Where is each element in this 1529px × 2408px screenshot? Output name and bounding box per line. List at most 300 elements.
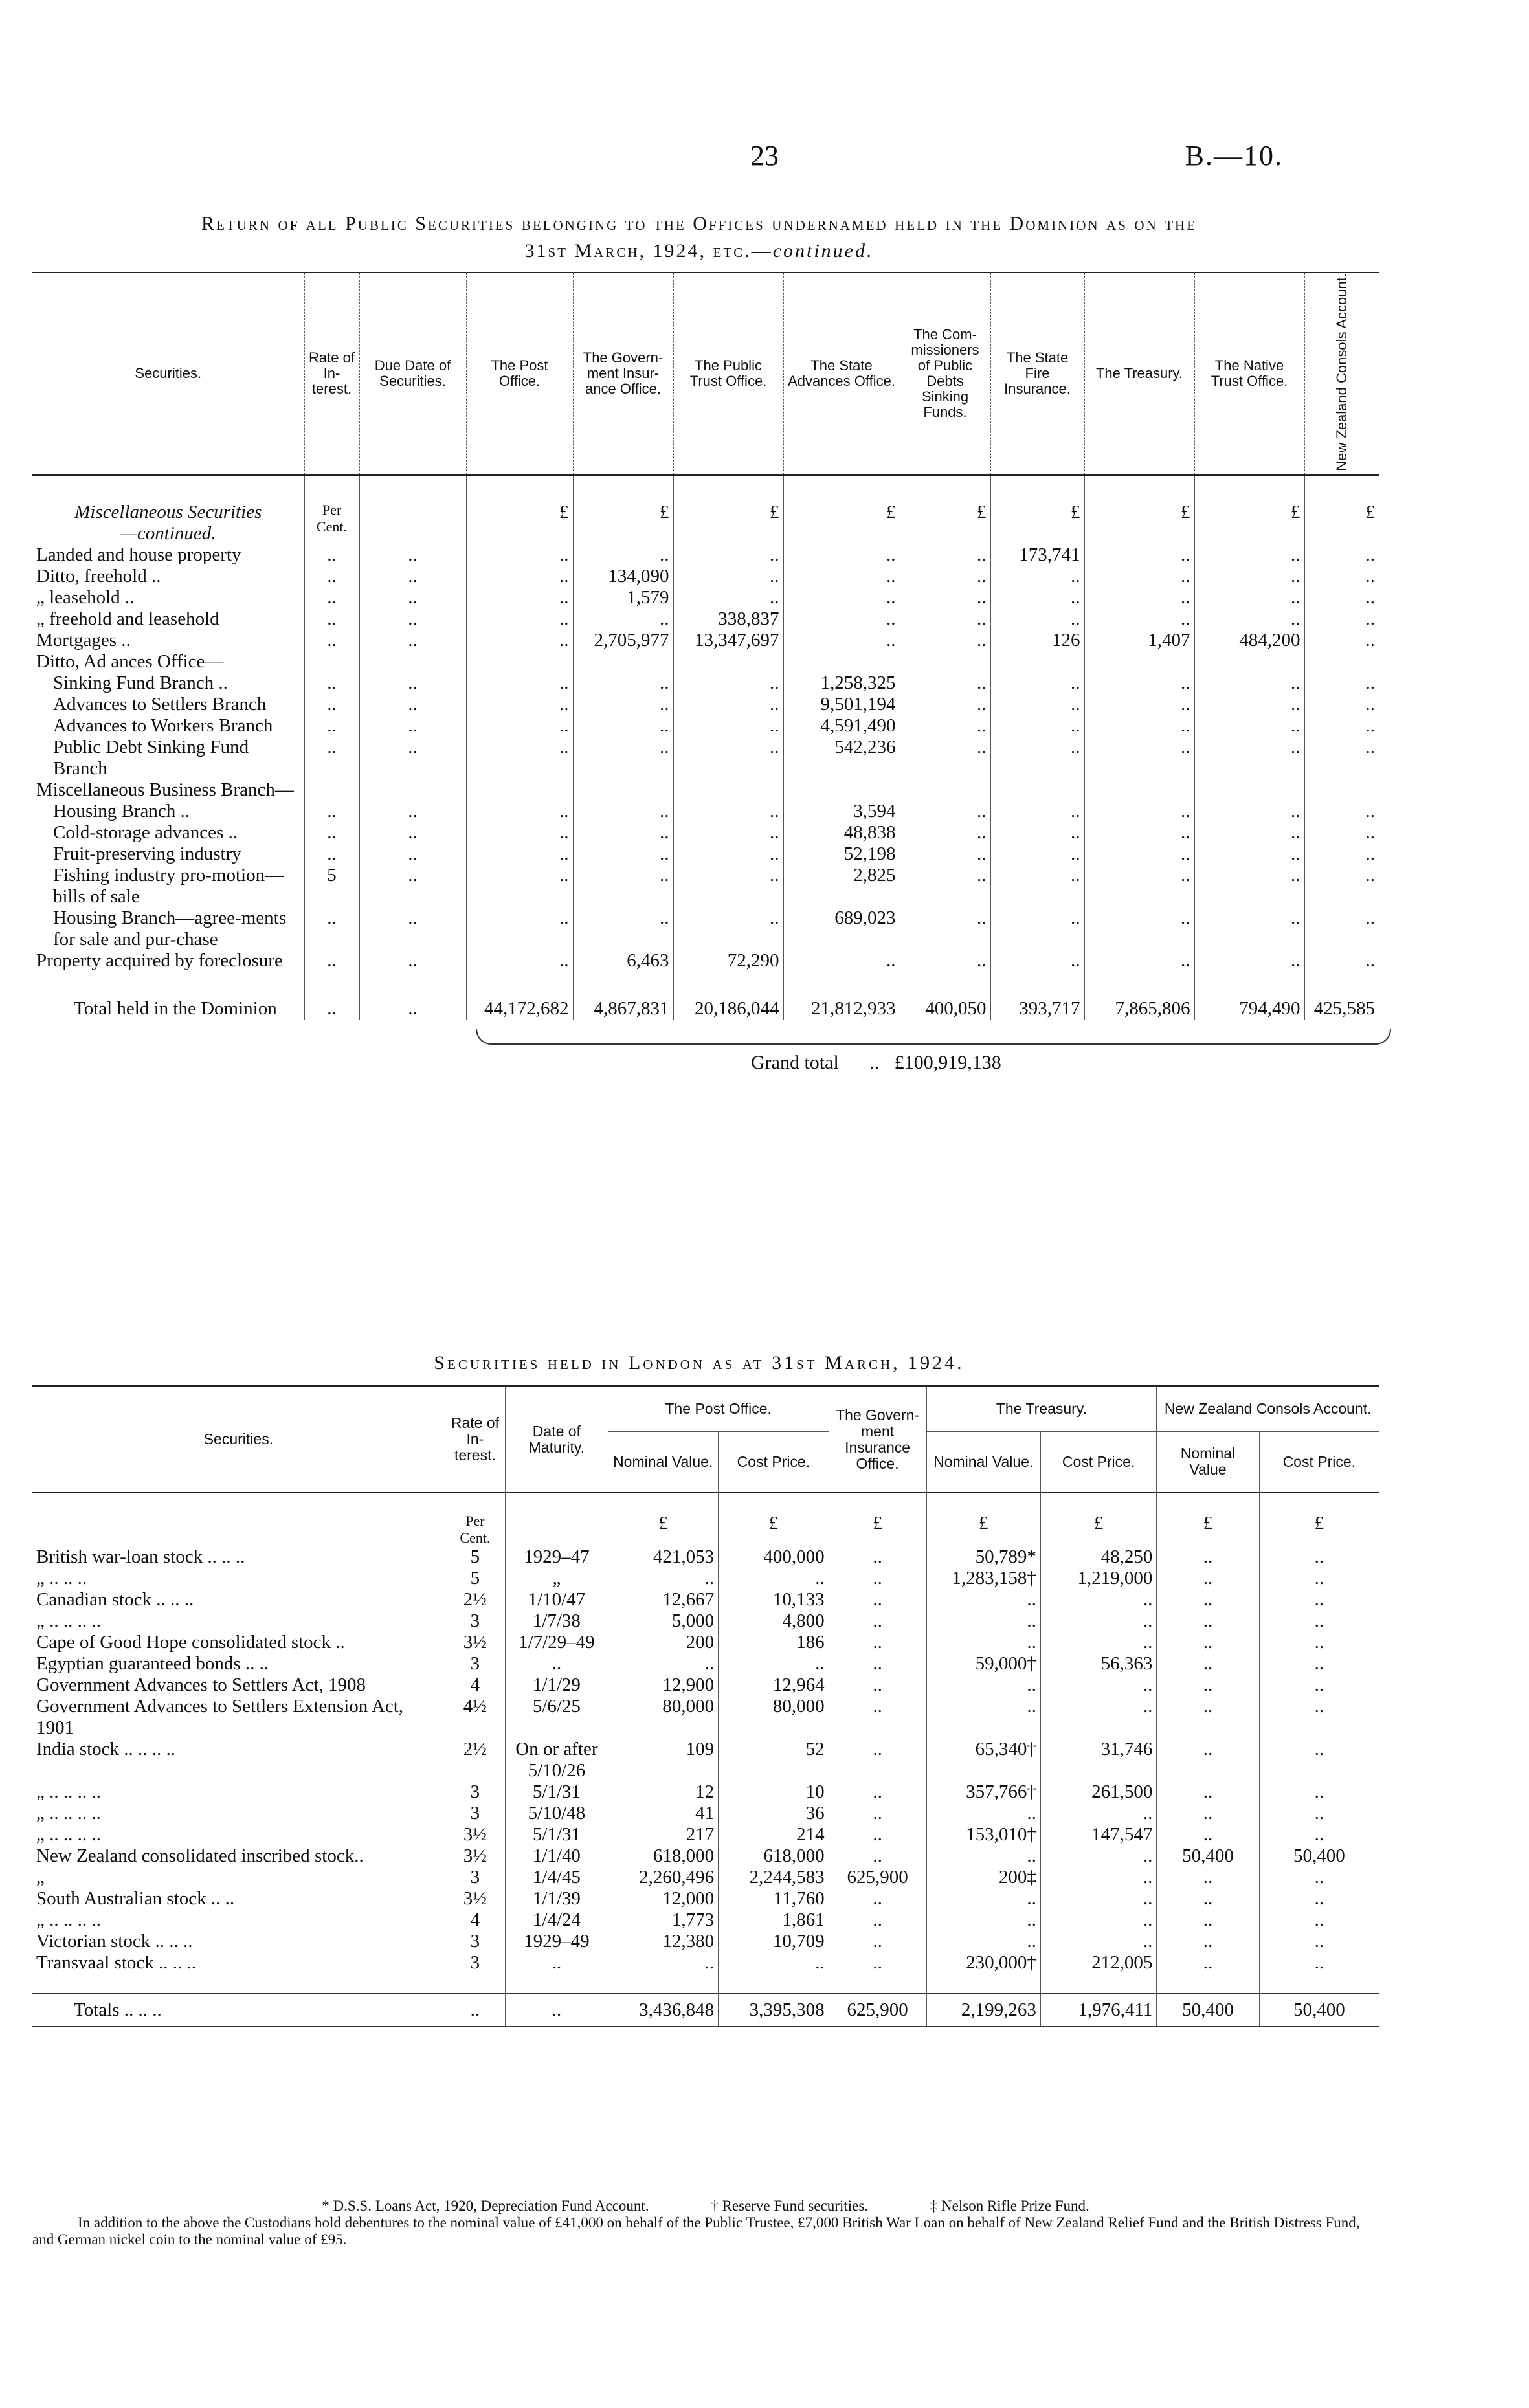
cell-rate: 3	[445, 1781, 505, 1803]
table-row	[32, 843, 1379, 865]
cell-rate: ..	[304, 630, 359, 651]
cell-comm: ..	[900, 737, 990, 779]
cell-nn: ..	[1157, 1696, 1259, 1739]
cell-stateadv: ..	[783, 587, 900, 608]
cell-gi: ..	[829, 1824, 926, 1845]
cell-pubtrust: ..	[673, 865, 783, 908]
cell-gi: ..	[829, 1888, 926, 1910]
cell-comm: ..	[900, 843, 990, 865]
cell-pc: 2,244,583	[719, 1867, 829, 1888]
cell-due: ..	[359, 865, 466, 908]
cell-gi: ..	[829, 1546, 926, 1568]
cell-fire: ..	[990, 950, 1084, 972]
cell-mat: ..	[506, 1952, 608, 1974]
cell-due: ..	[359, 608, 466, 630]
cell-nn: ..	[1157, 1632, 1259, 1653]
cell-comm: ..	[900, 822, 990, 843]
cell-pubtrust: 338,837	[673, 608, 783, 630]
row-label: Transvaal stock .. .. ..	[36, 1952, 197, 1973]
cell-pc: 52	[719, 1739, 829, 1781]
cell-native: ..	[1194, 737, 1304, 779]
pound-unit: £	[900, 502, 990, 544]
cell-post: ..	[466, 694, 573, 715]
cell-pn: 421,053	[608, 1546, 718, 1568]
row-label: Fruit-preserving industry	[53, 843, 241, 864]
cell-tn: ..	[926, 1675, 1040, 1696]
cell-nc: ..	[1259, 1824, 1379, 1845]
grand-total-value: £100,919,138	[894, 1052, 1001, 1073]
cell-pubtrust: ..	[673, 801, 783, 822]
col-commissioners: The Com-missioners of Public Debts Sinking Funds.	[900, 273, 990, 475]
cell-pubtrust: ..	[673, 908, 783, 950]
cell-govins: 134,090	[573, 566, 673, 587]
cell-fire: ..	[990, 715, 1084, 737]
cell-gi: ..	[829, 1931, 926, 1952]
cell-pn: ..	[608, 1653, 718, 1675]
table-row	[32, 1845, 1379, 1867]
cell-nn: ..	[1157, 1824, 1259, 1845]
cell-post: ..	[466, 587, 573, 608]
cell-pn: 12,380	[608, 1931, 718, 1952]
cell-native: ..	[1194, 950, 1304, 972]
cell-stateadv: ..	[783, 566, 900, 587]
row-label: „ leasehold ..	[36, 586, 135, 608]
table-row	[32, 950, 1379, 972]
table-row	[32, 1781, 1379, 1803]
cell-treas: 1,407	[1084, 630, 1194, 651]
cell-native: ..	[1194, 908, 1304, 950]
cell-tc: ..	[1040, 1611, 1156, 1632]
dominion-securities-table	[32, 272, 1379, 1020]
row-label: Government Advances to Settlers Act, 1908	[36, 1675, 366, 1695]
col-state-advances: The State Advances Office.	[783, 273, 900, 475]
grand-total-brace	[476, 1029, 1391, 1045]
pound-unit: £	[1157, 1513, 1259, 1546]
cell-pn: ..	[608, 1568, 718, 1589]
cell-nn: ..	[1157, 1546, 1259, 1568]
cell-treas: 7,865,806	[1084, 998, 1194, 1020]
cell-tc: 261,500	[1040, 1781, 1156, 1803]
cell-nc: ..	[1259, 1867, 1379, 1888]
row-label: „ .. .. .. ..	[36, 1910, 101, 1930]
cell-treas: ..	[1084, 801, 1194, 822]
cell-pubtrust: ..	[673, 673, 783, 694]
col-treasury: The Treasury.	[1084, 273, 1194, 475]
cell-tc: 212,005	[1040, 1952, 1156, 1974]
cell-native: ..	[1194, 544, 1304, 566]
table-row	[32, 1675, 1379, 1696]
row-label: Sinking Fund Branch ..	[53, 672, 228, 693]
cell-tn: ..	[926, 1696, 1040, 1739]
cell-nzc: ..	[1304, 843, 1379, 865]
cell-stateadv: 689,023	[783, 908, 900, 950]
cell-nn: ..	[1157, 1675, 1259, 1696]
cell-pubtrust: ..	[673, 544, 783, 566]
pound-unit: £	[719, 1513, 829, 1546]
cell-pc: 618,000	[719, 1845, 829, 1867]
cell-govins: ..	[573, 865, 673, 908]
cell-rate: 4	[445, 1675, 505, 1696]
cell-pn: 12,000	[608, 1888, 718, 1910]
cell-post: 44,172,682	[466, 998, 573, 1020]
cell-pc: 1,861	[719, 1910, 829, 1931]
cell-tn: ..	[926, 1910, 1040, 1931]
cell-rate: ..	[445, 1994, 505, 2027]
row-label: „	[36, 1867, 45, 1888]
cell-govins: ..	[573, 715, 673, 737]
table-row	[32, 587, 1379, 608]
col-state-fire: The State Fire Insurance.	[990, 273, 1084, 475]
cell-stateadv: ..	[783, 544, 900, 566]
row-label: Public Debt Sinking Fund Branch	[53, 736, 249, 779]
col-due-date: Due Date of Securities.	[359, 273, 466, 475]
col-rate: Rate of In-terest.	[304, 273, 359, 475]
cell-nc: ..	[1259, 1546, 1379, 1568]
cell-nzc: ..	[1304, 950, 1379, 972]
cell-gi: ..	[829, 1910, 926, 1931]
cell-pc: 214	[719, 1824, 829, 1845]
table-row	[32, 1632, 1379, 1653]
cell-due: ..	[359, 630, 466, 651]
pound-unit: £	[783, 502, 900, 544]
section-title-row	[32, 502, 1379, 544]
table-row	[32, 1867, 1379, 1888]
cell-post: ..	[466, 865, 573, 908]
cell-pubtrust: 20,186,044	[673, 998, 783, 1020]
cell-rate: 3	[445, 1803, 505, 1824]
cell-tn: 65,340†	[926, 1739, 1040, 1781]
cell-nc: ..	[1259, 1632, 1379, 1653]
cell-fire: ..	[990, 908, 1084, 950]
cell-native: ..	[1194, 715, 1304, 737]
cell-pc: 3,395,308	[719, 1994, 829, 2027]
cell-tc: ..	[1040, 1845, 1156, 1867]
cell-rate: 2½	[445, 1739, 505, 1781]
col-government-insurance: The Govern-ment Insur-ance Office.	[573, 273, 673, 475]
document-reference: B.—10.	[1185, 140, 1283, 172]
cell-rate: 3	[445, 1952, 505, 1974]
cell-fire: 173,741	[990, 544, 1084, 566]
cell-treas: ..	[1084, 608, 1194, 630]
cell-gi: ..	[829, 1653, 926, 1675]
cell-rate: 4	[445, 1910, 505, 1931]
cell-nn: 50,400	[1157, 1845, 1259, 1867]
cell-pn: 12,667	[608, 1589, 718, 1611]
cell-tn: ..	[926, 1589, 1040, 1611]
cell-pn: 109	[608, 1739, 718, 1781]
cell-nc: ..	[1259, 1589, 1379, 1611]
cell-fire: 393,717	[990, 998, 1084, 1020]
row-label: „ .. .. .. ..	[36, 1824, 101, 1845]
cell-govins: ..	[573, 608, 673, 630]
cell-stateadv: ..	[783, 608, 900, 630]
cell-due: ..	[359, 801, 466, 822]
col2-maturity: Date of Maturity.	[506, 1386, 608, 1493]
cell-tn: ..	[926, 1888, 1040, 1910]
cell-nzc: ..	[1304, 737, 1379, 779]
cell-rate: 5	[445, 1568, 505, 1589]
cell-rate: ..	[304, 715, 359, 737]
cell-gi: ..	[829, 1781, 926, 1803]
cell-mat: 1/1/40	[506, 1845, 608, 1867]
cell-rate: ..	[304, 801, 359, 822]
row-label: Canadian stock .. .. ..	[36, 1589, 194, 1610]
cell-mat: 1/1/39	[506, 1888, 608, 1910]
table-row	[32, 1611, 1379, 1632]
cell-stateadv: 3,594	[783, 801, 900, 822]
cell-post: ..	[466, 566, 573, 587]
cell-pc: 186	[719, 1632, 829, 1653]
cell-stateadv: ..	[783, 630, 900, 651]
cell-nc: 50,400	[1259, 1994, 1379, 2027]
cell-rate: ..	[304, 998, 359, 1020]
cell-nzc: 425,585	[1304, 998, 1379, 1020]
cell-tc: 48,250	[1040, 1546, 1156, 1568]
row-label: „ .. .. .. ..	[36, 1781, 101, 1802]
row-label: Total held in the Dominion	[32, 998, 304, 1020]
cell-pn: 217	[608, 1824, 718, 1845]
cell-tn: 200‡	[926, 1867, 1040, 1888]
cell-nc: ..	[1259, 1910, 1379, 1931]
row-subheading: Ditto, Ad ances Office—	[36, 651, 224, 672]
pound-unit: £	[466, 502, 573, 544]
cell-rate: ..	[304, 843, 359, 865]
col2-nzc-nominal: Nominal Value	[1157, 1431, 1259, 1493]
cell-tn: 50,789*	[926, 1546, 1040, 1568]
cell-pubtrust: ..	[673, 694, 783, 715]
cell-mat: On or after 5/10/26	[506, 1739, 608, 1781]
cell-due: ..	[359, 737, 466, 779]
cell-pn: 1,773	[608, 1910, 718, 1931]
col-native-trust: The Native Trust Office.	[1194, 273, 1304, 475]
cell-tc: ..	[1040, 1589, 1156, 1611]
cell-comm: ..	[900, 865, 990, 908]
cell-native: 484,200	[1194, 630, 1304, 651]
cell-gi: ..	[829, 1739, 926, 1781]
cell-rate: ..	[304, 694, 359, 715]
cell-tn: 2,199,263	[926, 1994, 1040, 2027]
col-securities: Securities.	[135, 365, 202, 382]
cell-rate: ..	[304, 587, 359, 608]
cell-pn: 2,260,496	[608, 1867, 718, 1888]
cell-mat: 5/6/25	[506, 1696, 608, 1739]
cell-gi: ..	[829, 1611, 926, 1632]
cell-mat: 1/4/45	[506, 1867, 608, 1888]
cell-tn: ..	[926, 1611, 1040, 1632]
cell-stateadv: ..	[783, 950, 900, 972]
cell-due: ..	[359, 566, 466, 587]
col-public-trust: The Public Trust Office.	[673, 273, 783, 475]
row-label: Egyptian guaranteed bonds .. ..	[36, 1653, 269, 1674]
row-label: „ .. .. ..	[36, 1568, 87, 1589]
cell-mat: 1/7/29–49	[506, 1632, 608, 1653]
per-cent-unit: Per Cent.	[304, 502, 359, 544]
cell-fire: ..	[990, 865, 1084, 908]
cell-govins: 6,463	[573, 950, 673, 972]
cell-nc: ..	[1259, 1888, 1379, 1910]
cell-nc: ..	[1259, 1931, 1379, 1952]
table-row	[32, 865, 1379, 908]
cell-rate: 3½	[445, 1888, 505, 1910]
table-row	[32, 801, 1379, 822]
cell-mat: 1929–47	[506, 1546, 608, 1568]
cell-pc: 10,709	[719, 1931, 829, 1952]
footnote-addition: In addition to the above the Custodians hold debentures to the nominal value of £41,000 on behalf of the Public Trustee, £7,000 British War Loan on behalf of New Zealand Relief Fund and the British Distress Fund, and German nickel coin to the nominal value of £95.	[32, 2214, 1360, 2247]
cell-pn: 41	[608, 1803, 718, 1824]
cell-post: ..	[466, 715, 573, 737]
cell-rate: 3½	[445, 1845, 505, 1867]
cell-pubtrust: ..	[673, 737, 783, 779]
cell-native: ..	[1194, 608, 1304, 630]
table-row	[32, 673, 1379, 694]
cell-mat: 1/10/47	[506, 1589, 608, 1611]
cell-gi: ..	[829, 1952, 926, 1974]
cell-post: ..	[466, 630, 573, 651]
row-label: Advances to Settlers Branch	[53, 693, 267, 715]
cell-due: ..	[359, 950, 466, 972]
cell-tn: ..	[926, 1632, 1040, 1653]
cell-nn: ..	[1157, 1910, 1259, 1931]
total-row	[32, 998, 1379, 1020]
cell-treas: ..	[1084, 715, 1194, 737]
cell-tc: 147,547	[1040, 1824, 1156, 1845]
col2-securities: Securities.	[203, 1431, 274, 1447]
cell-rate: ..	[304, 822, 359, 843]
cell-nzc: ..	[1304, 673, 1379, 694]
cell-tn: 230,000†	[926, 1952, 1040, 1974]
cell-nc: ..	[1259, 1952, 1379, 1974]
cell-fire: ..	[990, 843, 1084, 865]
cell-pc: ..	[719, 1952, 829, 1974]
cell-gi: 625,900	[829, 1994, 926, 2027]
cell-due: ..	[359, 544, 466, 566]
cell-tn: 1,283,158†	[926, 1568, 1040, 1589]
cell-nc: ..	[1259, 1611, 1379, 1632]
table1-title-line2: 31st March, 1924, etc.—continued.	[524, 240, 874, 262]
cell-nzc: ..	[1304, 544, 1379, 566]
cell-tc: ..	[1040, 1867, 1156, 1888]
cell-nzc: ..	[1304, 608, 1379, 630]
footnote-symbols	[32, 2198, 1379, 2214]
cell-tn: ..	[926, 1803, 1040, 1824]
cell-govins: ..	[573, 737, 673, 779]
table-row	[32, 715, 1379, 737]
cell-fire: ..	[990, 822, 1084, 843]
grand-total-label: Grand total	[751, 1052, 839, 1073]
cell-tc: ..	[1040, 1888, 1156, 1910]
cell-native: 794,490	[1194, 998, 1304, 1020]
cell-nzc: ..	[1304, 908, 1379, 950]
cell-post: ..	[466, 544, 573, 566]
cell-treas: ..	[1084, 566, 1194, 587]
cell-mat: 5/1/31	[506, 1781, 608, 1803]
cell-pc: 4,800	[719, 1611, 829, 1632]
cell-fire: ..	[990, 737, 1084, 779]
cell-nn: ..	[1157, 1931, 1259, 1952]
cell-treas: ..	[1084, 673, 1194, 694]
cell-treas: ..	[1084, 950, 1194, 972]
pound-unit: £	[1259, 1513, 1379, 1546]
table-row	[32, 822, 1379, 843]
cell-gi: ..	[829, 1675, 926, 1696]
cell-tc: ..	[1040, 1803, 1156, 1824]
cell-rate: 3	[445, 1653, 505, 1675]
cell-treas: ..	[1084, 822, 1194, 843]
table-row	[32, 544, 1379, 566]
cell-gi: ..	[829, 1696, 926, 1739]
cell-post: ..	[466, 950, 573, 972]
table-row	[32, 1546, 1379, 1568]
cell-nn: ..	[1157, 1888, 1259, 1910]
cell-post: ..	[466, 608, 573, 630]
cell-comm: ..	[900, 566, 990, 587]
cell-rate: ..	[304, 908, 359, 950]
cell-pn: 200	[608, 1632, 718, 1653]
cell-fire: 126	[990, 630, 1084, 651]
row-label: Landed and house property	[36, 544, 241, 565]
cell-gi: ..	[829, 1803, 926, 1824]
cell-nzc: ..	[1304, 865, 1379, 908]
cell-tc: 31,746	[1040, 1739, 1156, 1781]
cell-rate: 5	[445, 1546, 505, 1568]
table-row	[32, 566, 1379, 587]
cell-tn: 153,010†	[926, 1824, 1040, 1845]
cell-pubtrust: ..	[673, 566, 783, 587]
cell-govins: ..	[573, 822, 673, 843]
cell-govins: 2,705,977	[573, 630, 673, 651]
cell-pc: 10,133	[719, 1589, 829, 1611]
cell-due: ..	[359, 822, 466, 843]
cell-due: ..	[359, 998, 466, 1020]
cell-comm: ..	[900, 544, 990, 566]
cell-stateadv: 48,838	[783, 822, 900, 843]
cell-due: ..	[359, 715, 466, 737]
cell-post: ..	[466, 673, 573, 694]
cell-nc: 50,400	[1259, 1845, 1379, 1867]
cell-post: ..	[466, 822, 573, 843]
cell-stateadv: 1,258,325	[783, 673, 900, 694]
table-row	[32, 630, 1379, 651]
subheading-row	[32, 651, 1379, 673]
cell-native: ..	[1194, 694, 1304, 715]
cell-native: ..	[1194, 843, 1304, 865]
cell-stateadv: 52,198	[783, 843, 900, 865]
cell-fire: ..	[990, 587, 1084, 608]
cell-nc: ..	[1259, 1781, 1379, 1803]
cell-nzc: ..	[1304, 630, 1379, 651]
cell-tn: ..	[926, 1931, 1040, 1952]
row-label: Property acquired by foreclosure	[36, 950, 283, 971]
table-row	[32, 1888, 1379, 1910]
pound-unit: £	[1040, 1513, 1156, 1546]
row-label: Cold-storage advances ..	[53, 821, 238, 843]
cell-treas: ..	[1084, 737, 1194, 779]
cell-pc: ..	[719, 1568, 829, 1589]
cell-tc: ..	[1040, 1632, 1156, 1653]
cell-rate: 4½	[445, 1696, 505, 1739]
cell-fire: ..	[990, 673, 1084, 694]
cell-rate: 5	[304, 865, 359, 908]
cell-comm: ..	[900, 715, 990, 737]
cell-nn: ..	[1157, 1803, 1259, 1824]
cell-nn: ..	[1157, 1781, 1259, 1803]
cell-native: ..	[1194, 673, 1304, 694]
cell-govins: ..	[573, 801, 673, 822]
cell-nn: ..	[1157, 1867, 1259, 1888]
cell-comm: ..	[900, 587, 990, 608]
cell-nzc: ..	[1304, 715, 1379, 737]
cell-tn: 59,000†	[926, 1653, 1040, 1675]
